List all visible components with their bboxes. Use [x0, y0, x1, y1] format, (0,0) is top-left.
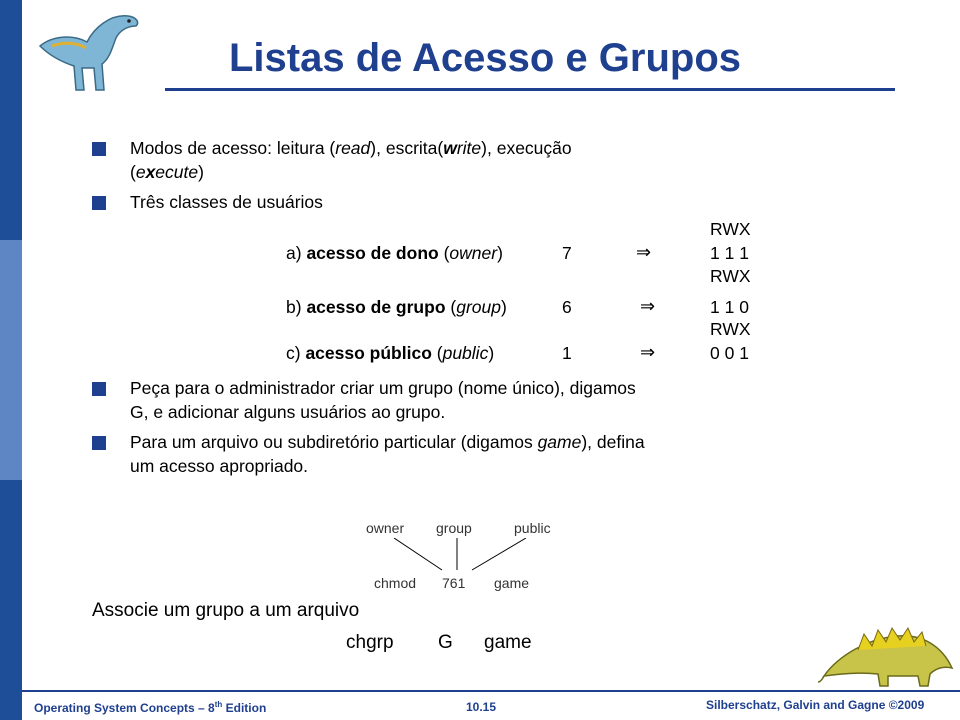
- bullet-square: [92, 196, 106, 210]
- chgrp-file: game: [484, 632, 532, 653]
- diagram-chmod-label: chmod: [374, 575, 417, 591]
- class-owner: a) acesso de dono (owner): [286, 243, 503, 263]
- chgrp-group: G: [438, 632, 453, 653]
- diagram-connector-lines: [380, 538, 540, 574]
- class-owner-bits: 1 1 1: [710, 243, 749, 263]
- bullet-square: [92, 382, 106, 396]
- arrow-icon: ⇒: [640, 342, 656, 362]
- diagram-file-label: game: [494, 575, 530, 591]
- bullet-square: [92, 142, 106, 156]
- footer-rule: [22, 690, 960, 692]
- diagram-mode-label: 761: [442, 575, 466, 591]
- dinosaur-logo-icon: [32, 6, 152, 98]
- rwx-header: RWX: [710, 319, 751, 339]
- associate-heading: Associe um grupo a um arquivo: [92, 600, 360, 621]
- class-owner-number: 7: [562, 243, 572, 263]
- class-group: b) acesso de grupo (group): [286, 297, 507, 317]
- bullet-create-group: Peça para o administrador criar um grupo (nome único), digamos G, e adicionar alguns usuários ao grupo.: [130, 378, 636, 422]
- sidebar-band: [0, 240, 22, 480]
- bullet-user-classes: Três classes de usuários: [130, 192, 323, 212]
- arrow-icon: ⇒: [640, 296, 656, 316]
- class-public-number: 1: [562, 343, 572, 363]
- page-title: Listas de Acesso e Grupos: [228, 36, 742, 80]
- footer-page-number: 10.15: [466, 700, 497, 714]
- footer-book-title: Operating System Concepts – 8th Edition: [34, 700, 267, 715]
- class-group-bits: 1 1 0: [710, 297, 749, 317]
- diagram-owner-label: owner: [366, 520, 405, 536]
- sidebar-stripe: [0, 0, 22, 720]
- stegosaurus-icon: [818, 616, 958, 690]
- footer-authors: Silberschatz, Galvin and Gagne ©2009: [706, 698, 925, 712]
- class-public: c) acesso público (public): [286, 343, 495, 363]
- bullet-access-modes: Modos de acesso: leitura (read), escrita(write), execução (execute): [130, 138, 572, 182]
- bullet-define-access: Para um arquivo ou subdiretório particular (digamos game), defina um acesso apropriado.: [130, 432, 645, 476]
- arrow-icon: ⇒: [636, 242, 652, 262]
- diagram-public-label: public: [514, 520, 551, 536]
- class-group-number: 6: [562, 297, 572, 317]
- bullet-square: [92, 436, 106, 450]
- chgrp-command: chgrp: [346, 632, 394, 653]
- class-public-bits: 0 0 1: [710, 343, 749, 363]
- rwx-header: RWX: [710, 219, 751, 239]
- diagram-group-label: group: [436, 520, 472, 536]
- rwx-header: RWX: [710, 266, 751, 286]
- title-underline: [165, 88, 895, 91]
